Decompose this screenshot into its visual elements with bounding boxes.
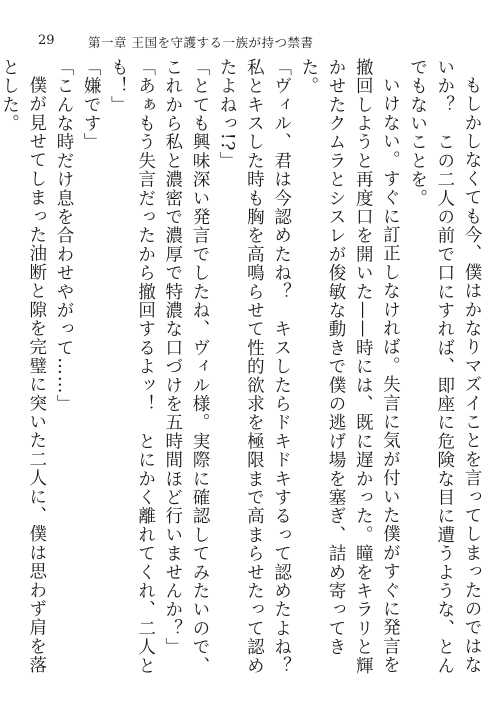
- running-head: 第一章 王国を守護する一族が持つ禁書: [88, 35, 314, 50]
- page-number: 29: [38, 33, 55, 48]
- dialogue-line: 「嫌です」: [81, 58, 102, 152]
- dialogue-line: 「ヴィル、君は今認めたね？ キスしたらドキドキするって認めたよね？ 私とキスした時も胸を高鳴らせて性的欲求を極限まで高まらせたって認めたよねっ!?」: [217, 58, 292, 694]
- paragraph: もしかしなくても今、僕はかなりマズイことを言ってしまったのではないか？ この二人の前で口にすれば、即座に危険な目に遭うような、とんでもないことを。: [407, 58, 482, 676]
- page-header: [38, 33, 478, 53]
- paragraph: いけない。すぐに訂正しなければ。失言に気が付いた僕がすぐに発言を撤回しようと再度口を開いた——時には、既に遅かった。瞳をキラリと輝かせたクムラとシスレが俊敏な動きで僕の逃げ場を塞ぎ、詰め寄ってきた。: [298, 58, 401, 676]
- dialogue-line: 「こんな時だけ息を合わせやがって……」: [53, 58, 74, 414]
- dialogue-line: 「あぁもう失言だったから撤回するよッ！ とにかく離れてくれ、二人とも！」: [108, 58, 156, 676]
- dialogue-line: 「とても興味深い発言でしたね、ヴィル様。実際に確認してみたいので、これから私と濃密で濃厚で特濃な口づけを五時間ほど行いませんか？」: [162, 58, 210, 676]
- paragraph: 僕が見せてしまった油断と隙を完璧に突いた二人に、僕は思わず肩を落とした。: [0, 58, 47, 674]
- body-text: [0, 58, 485, 694]
